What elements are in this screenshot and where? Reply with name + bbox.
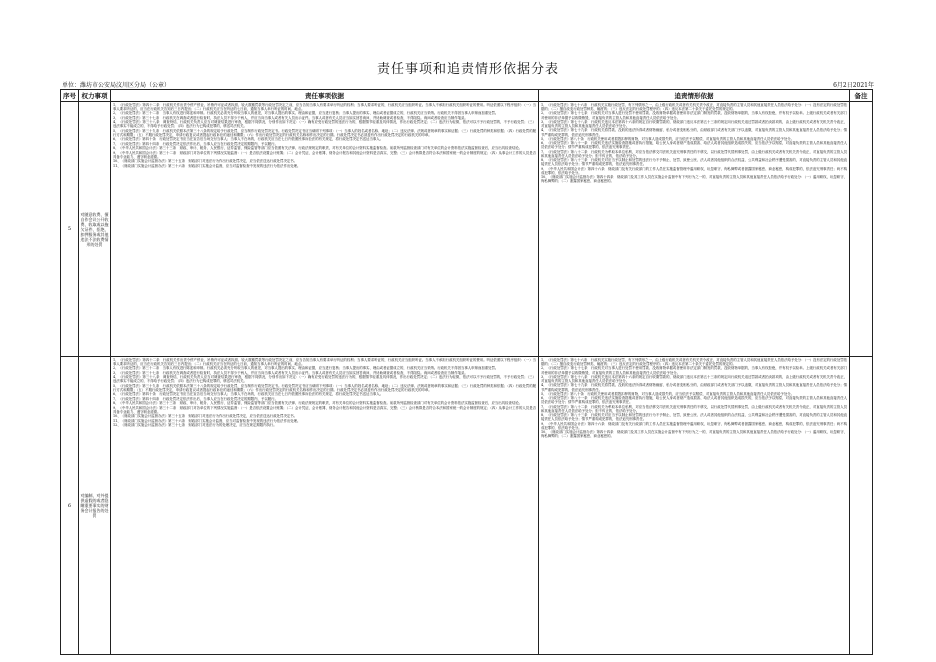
clause-paragraph: 6、《行政处罚法》第八十一条 行政机关违法实施检查措施或者执行措施，给公民人身或者财产造成损害、给法人或者其他组织造成损失的，应当依法予以赔偿，对直接负责的主管人员和其他直接责任人员依法给予处分；情节严重构成犯罪的，依法追究刑事责任。 xyxy=(541,141,847,150)
clause-paragraph: 1、《行政处罚法》第四十二条 行政机关作出责令停产停业、吊销许可证或者执照、较大数额罚款等行政处罚决定之前，应当告知当事人有要求举行听证的权利；当事人要求听证的，行政机关应当组织听证。当事人不承担行政机关组织听证的费用。听证依照以下程序组织：（一）当事人要求听证的，应当在行政机关告知后三日内提出；（二）行政机关应当在听证的七日前，通知当事人举行听证的时间、地点。 xyxy=(113,103,536,112)
clause-paragraph: 2、《行政处罚法》第七十七条 行政机关对当事人进行处罚不使用罚款、没收财物单据或者使用非法定部门制发的罚款、没收财物单据的，当事人有权拒绝，并有权予以检举。上级行政机关或者有关部门对使用的非法单据予以收缴销毁，对直接负责的主管人员和其他直接责任人员依法给予处分。 xyxy=(541,111,847,120)
clause-paragraph: 4、《行政处罚法》第七十九条 行政机关将罚款、没收的违法所得或者财物截留、私分或者变相私分的，由财政部门或者有关部门予以追缴，对直接负责的主管人员和其他直接责任人员依法给予处分；情节严重构成犯罪的，依法追究刑事责任。 xyxy=(541,128,847,137)
clause-paragraph: 3、《行政处罚法》第七十八条 行政机关违反本法第四十六条的规定自行收缴罚款的，财政部门违反本法第五十三条的规定向行政机关返还罚款或者拍卖款项的，由上级行政机关或者有关机关责令改正，对直接负责的主管人员和其他直接责任人员依法给予处分。 xyxy=(541,119,847,129)
row-seq: 5 xyxy=(61,102,79,357)
clause-paragraph: 1、《行政处罚法》第七十六条 行政机关实施行政处罚，有下列情形之一，由上级行政机关或者有关机关责令改正，对直接负责的主管人员和其他直接责任人员依法给予处分：（一）没有法定的行政处罚依据的；（二）擅自改变行政处罚种类、幅度的；（三）违反法定的行政处罚程序的；（四）违反本法第二十条关于委托处罚的规定的。 xyxy=(541,358,847,367)
clause-paragraph: 6、《行政处罚法》第八十一条 行政机关违法实施检查措施或者执行措施，给公民人身或者财产造成损害、给法人或者其他组织造成损失的，应当依法予以赔偿，对直接负责的主管人员和其他直接责任人员依法给予处分；情节严重构成犯罪的，依法追究刑事责任。 xyxy=(541,396,847,405)
clause-paragraph: 5、《行政处罚法》第八十条 行政机关使用或者损毁扣押的财物，对当事人造成损失的，应当依法予以赔偿，对直接负责的主管人员和其他直接责任人员依法给予处分。 xyxy=(541,391,795,396)
clause-paragraph: 2、《行政处罚法》第七十七条 行政机关对当事人进行处罚不使用罚款、没收财物单据或者使用非法定部门制发的罚款、没收财物单据的，当事人有权拒绝，并有权予以检举。上级行政机关或者有关部门对使用的非法单据予以收缴销毁，对直接负责的主管人员和其他直接责任人员依法给予处分。 xyxy=(541,366,847,375)
header-power-item: 权力事项 xyxy=(79,90,111,102)
clause-paragraph: 6、《行政处罚法》第四十条 行政处罚决定书应当在宣告后当场交付当事人；当事人不在场的，行政机关应当在七日内依照民事诉讼法的有关规定，将行政处罚决定书送达当事人。 xyxy=(113,392,384,397)
responsibility-table xyxy=(60,89,873,655)
clause-paragraph: 8、《行政处罚法》第八十三条 行政机关对应当予以制止和处罚的违法行为不予制止、处罚，致使公民、法人或者其他组织的合法权益、公共利益和社会秩序遭受损害的，对直接负责的主管人员和其他直接责任人员依法给予处分；情节严重构成犯罪的，依法追究刑事责任。 xyxy=(541,413,847,422)
date-label: 6月2日2021年 xyxy=(833,82,874,89)
clause-paragraph: 9、《中华人民共和国会计法》第三十二条 财政部门对各单位的下列情况实施监督：（一）是否依法设置会计账簿；（二）会计凭证、会计账簿、财务会计报告和其他会计资料是否真实、完整；（三）会计核算是否符合本法和国家统一的会计制度的规定；（四）从事会计工作的人员是否具备专业能力、遵守职业道德。 xyxy=(113,150,536,159)
clause-paragraph: 7、《行政处罚法》第四十四条 行政处罚决定依法作出后，当事人应当在行政处罚决定的期限内，予以履行。 xyxy=(113,141,278,146)
table-row xyxy=(61,357,873,655)
clause-paragraph: 8、《中华人民共和国会计法》第三十三条 财政、审计、税务、人民银行、证券监管、保险监管等部门应当依照有关法律、行政法规规定的职责，对有关单位的会计资料实施监督检查。前款所列监督检查部门对有关单位的会计资料依法实施监督检查后，应当出具检查结论。 xyxy=(113,146,523,151)
clause-paragraph: 8、《行政处罚法》第八十三条 行政机关对应当予以制止和处罚的违法行为不予制止、处罚，致使公民、法人或者其他组织的合法权益、公共利益和社会秩序遭受损害的，对直接负责的主管人员和其他直接责任人员依法给予处分；情节严重构成犯罪的，依法追究刑事责任。 xyxy=(541,158,847,167)
table-header-row xyxy=(61,90,873,102)
row-seq: 6 xyxy=(61,357,79,655)
document-title: 责任事项和追责情形依据分表 xyxy=(376,62,559,77)
clause-paragraph: 8、《中华人民共和国会计法》第三十三条 财政、审计、税务、人民银行、证券监管、保险监管等部门应当依照有关法律、行政法规规定的职责，对有关单位的会计资料实施监督检查。前款所列监督检查部门对有关单位的会计资料依法实施监督检查后，应当出具检查结论。 xyxy=(113,401,523,406)
clause-paragraph: 10、《财政部门实施会计监督办法》第三十五条 财政部门对违法行为作出行政处罚决定，应当依法送达行政处罚决定书。 xyxy=(113,414,298,419)
clause-paragraph: 7、《行政处罚法》第八十二条 行政机关为牟取本单位私利，对应当依法移交司法机关追究刑事责任的不移交，以行政处罚代替刑事处罚，由上级行政机关或者有关机关责令改正，对直接负责的主管人员和其他直接责任人员依法给予处分；拒不纠正的，依法给予处分。 xyxy=(541,404,847,413)
clause-paragraph: 3、《行政处罚法》第三十七条 行政机关在调查或者进行检查时，执法人员不得少于两人，并应当向当事人或者有关人员出示证件。当事人或者有关人员应当如实回答询问，并协助调查或者检查，不得阻挠。询问或者检查应当制作笔录。 xyxy=(113,115,468,120)
clause-paragraph: 9、《中华人民共和国会计法》第四十六条 财政部门及有关行政部门的工作人员在实施监督管理中滥用职权、玩忽职守、徇私舞弊或者泄露国家秘密、商业秘密，构成犯罪的，依法追究刑事责任；尚不构成犯罪的，依法给予处分。 xyxy=(541,166,847,175)
header-accountability-basis: 追责情形依据 xyxy=(539,90,850,102)
unit-label: 单位：潍坊市公安局汶川区分局（公章） xyxy=(62,82,171,89)
clause-paragraph: 7、《行政处罚法》第四十四条 行政处罚决定依法作出后，当事人应当在行政处罚决定的期限内，予以履行。 xyxy=(113,396,278,401)
table-row xyxy=(61,102,873,357)
clause-paragraph: 4、《行政处罚法》第三十八条 调查终结，行政机关负责人应当对调查结果进行审查，根据不同情况，分别作出如下决定：（一）确有应受行政处罚的违法行为的，根据情节轻重及具体情况，作出行政处罚决定；（二）违法行为轻微，依法可以不予行政处罚的，不予行政处罚；（三）违法事实不能成立的，不得给予行政处罚；（四）违法行为已构成犯罪的，移送司法机关。 xyxy=(113,375,536,384)
row-note xyxy=(850,357,873,655)
row-accountability-basis xyxy=(539,102,850,357)
row-responsibility-basis xyxy=(111,357,539,655)
header-seq: 序号 xyxy=(61,90,79,102)
clause-paragraph: 7、《行政处罚法》第八十二条 行政机关为牟取本单位私利，对应当依法移交司法机关追究刑事责任的不移交，以行政处罚代替刑事处罚，由上级行政机关或者有关机关责令改正，对直接负责的主管人员和其他直接责任人员依法给予处分；拒不纠正的，依法给予处分。 xyxy=(541,149,847,158)
clause-paragraph: 4、《行政处罚法》第三十八条 调查终结，行政机关负责人应当对调查结果进行审查，根据不同情况，分别作出如下决定：（一）确有应受行政处罚的违法行为的，根据情节轻重及具体情况，作出行政处罚决定；（二）违法行为轻微，依法可以不予行政处罚的，不予行政处罚；（三）违法事实不能成立的，不得给予行政处罚；（四）违法行为已构成犯罪的，移送司法机关。 xyxy=(113,120,536,129)
row-accountability-basis xyxy=(539,357,850,655)
clause-paragraph: 6、《行政处罚法》第四十条 行政处罚决定书应当在宣告后当场交付当事人；当事人不在场的，行政机关应当在七日内依照民事诉讼法的有关规定，将行政处罚决定书送达当事人。 xyxy=(113,137,384,142)
clause-paragraph: 3、《行政处罚法》第三十七条 行政机关在调查或者进行检查时，执法人员不得少于两人，并应当向当事人或者有关人员出示证件。当事人或者有关人员应当如实回答询问，并协助调查或者检查，不得阻挠。询问或者检查应当制作笔录。 xyxy=(113,370,468,375)
clause-paragraph: 4、《行政处罚法》第七十九条 行政机关将罚款、没收的违法所得或者财物截留、私分或者变相私分的，由财政部门或者有关部门予以追缴，对直接负责的主管人员和其他直接责任人员依法给予处分；情节严重构成犯罪的，依法追究刑事责任。 xyxy=(541,383,847,392)
clause-paragraph: 2、《行政处罚法》第三十二条 当事人有权进行陈述和申辩。行政机关必须充分听取当事人的意见，对当事人提出的事实、理由和证据，应当进行复核；当事人提出的事实、理由或者证据成立的，行政机关应当采纳。行政机关不得因当事人申辩而加重处罚。 xyxy=(113,111,499,116)
clause-paragraph: 1、《行政处罚法》第四十二条 行政机关作出责令停产停业、吊销许可证或者执照、较大数额罚款等行政处罚决定之前，应当告知当事人有要求举行听证的权利；当事人要求听证的，行政机关应当组织听证。当事人不承担行政机关组织听证的费用。听证依照以下程序组织：（一）当事人要求听证的，应当在行政机关告知后三日内提出；（二）行政机关应当在听证的七日前，通知当事人举行听证的时间、地点。 xyxy=(113,358,536,367)
clause-paragraph: 10、《财政部门实施会计监督办法》第四十四条 财政部门及其工作人员在实施会计监督中有下列行为之一的，对直接负责的主管人员和其他直接责任人员依法给予行政处分：（一）滥用职权、玩忽职守、徇私舞弊的；（二）泄露国家秘密、商业秘密的。 xyxy=(541,175,847,184)
row-note xyxy=(850,102,873,357)
clause-paragraph: 12、《财政部门实施会计监督办法》第三十七条 财政部门对违法行为的处理决定，应当在规定期限内执行。 xyxy=(113,423,277,427)
clause-paragraph: 2、《行政处罚法》第三十二条 当事人有权进行陈述和申辩。行政机关必须充分听取当事人的意见，对当事人提出的事实、理由和证据，应当进行复核；当事人提出的事实、理由或者证据成立的，行政机关应当采纳。行政机关不得因当事人申辩而加重处罚。 xyxy=(113,366,499,371)
clause-paragraph: 5、《行政处罚法》第八十条 行政机关使用或者损毁扣押的财物，对当事人造成损失的，应当依法予以赔偿，对直接负责的主管人员和其他直接责任人员依法给予处分。 xyxy=(541,136,795,141)
clause-paragraph: 10、《财政部门实施会计监督办法》第三十五条 财政部门对违法行为作出行政处罚决定，应当依法送达行政处罚决定书。 xyxy=(113,159,298,164)
clause-paragraph: 11、《财政部门实施会计监督办法》第三十六条 财政部门实施会计监督，应当对监督检查中发现的违法行为依法作出处理。 xyxy=(113,418,301,423)
clause-paragraph: 9、《中华人民共和国会计法》第三十二条 财政部门对各单位的下列情况实施监督：（一）是否依法设置会计账簿；（二）会计凭证、会计账簿、财务会计报告和其他会计资料是否真实、完整；（三）会计核算是否符合本法和国家统一的会计制度的规定；（四）从事会计工作的人员是否具备专业能力、遵守职业道德。 xyxy=(113,405,536,414)
row-power-item: 对随意收费、擅自作会议公开收费、收取或以拖欠证件、拒绝、扣押服务或其他违法不法收费情形的处罚 xyxy=(79,102,111,357)
row-responsibility-basis xyxy=(111,102,539,357)
clause-paragraph: 11、《财政部门实施会计监督办法》第三十六条 财政部门实施会计监督，应当对监督检查中发现的违法行为依法作出处理。 xyxy=(113,163,301,168)
clause-paragraph: 5、《行政处罚法》第三十九条 行政机关依照本法第三十八条的规定给予行政处罚，应当制作行政处罚决定书。行政处罚决定书应当载明下列事项：（一）当事人的姓名或者名称、地址；（二）违反法律、法规或者规章的事实和证据；（三）行政处罚的种类和依据；（四）行政处罚的履行方式和期限；（五）不服行政处罚决定，申请行政复议或者提起行政诉讼的途径和期限；（六）作出行政处罚决定的行政机关名称和作出决定的日期。行政处罚决定书必须盖有作出行政处罚决定的行政机关的印章。 xyxy=(113,383,536,392)
clause-paragraph: 3、《行政处罚法》第七十八条 行政机关违反本法第四十六条的规定自行收缴罚款的，财政部门违反本法第五十三条的规定向行政机关返还罚款或者拍卖款项的，由上级行政机关或者有关机关责令改正，对直接负责的主管人员和其他直接责任人员依法给予处分。 xyxy=(541,374,847,384)
header-note: 备注 xyxy=(850,90,873,102)
clause-paragraph: 5、《行政处罚法》第三十九条 行政机关依照本法第三十八条的规定给予行政处罚，应当制作行政处罚决定书。行政处罚决定书应当载明下列事项：（一）当事人的姓名或者名称、地址；（二）违反法律、法规或者规章的事实和证据；（三）行政处罚的种类和依据；（四）行政处罚的履行方式和期限；（五）不服行政处罚决定，申请行政复议或者提起行政诉讼的途径和期限；（六）作出行政处罚决定的行政机关名称和作出决定的日期。行政处罚决定书必须盖有作出行政处罚决定的行政机关的印章。 xyxy=(113,128,536,137)
clause-paragraph: 9、《中华人民共和国会计法》第四十六条 财政部门及有关行政部门的工作人员在实施监督管理中滥用职权、玩忽职守、徇私舞弊或者泄露国家秘密、商业秘密，构成犯罪的，依法追究刑事责任；尚不构成犯罪的，依法给予处分。 xyxy=(541,421,847,430)
header-responsibility-basis: 责任事项依据 xyxy=(111,90,539,102)
row-power-item: 对编制、对外提供虚假的或者隐瞒重要事实的财务会计报告的处罚 xyxy=(79,357,111,655)
clause-paragraph: 10、《财政部门实施会计监督办法》第四十四条 财政部门及其工作人员在实施会计监督中有下列行为之一的，对直接负责的主管人员和其他直接责任人员依法给予行政处分：（一）滥用职权、玩忽职守、徇私舞弊的；（二）泄露国家秘密、商业秘密的。 xyxy=(541,430,847,439)
clause-paragraph: 1、《行政处罚法》第七十六条 行政机关实施行政处罚，有下列情形之一，由上级行政机关或者有关机关责令改正，对直接负责的主管人员和其他直接责任人员依法给予处分：（一）没有法定的行政处罚依据的；（二）擅自改变行政处罚种类、幅度的；（三）违反法定的行政处罚程序的；（四）违反本法第二十条关于委托处罚的规定的。 xyxy=(541,103,847,112)
